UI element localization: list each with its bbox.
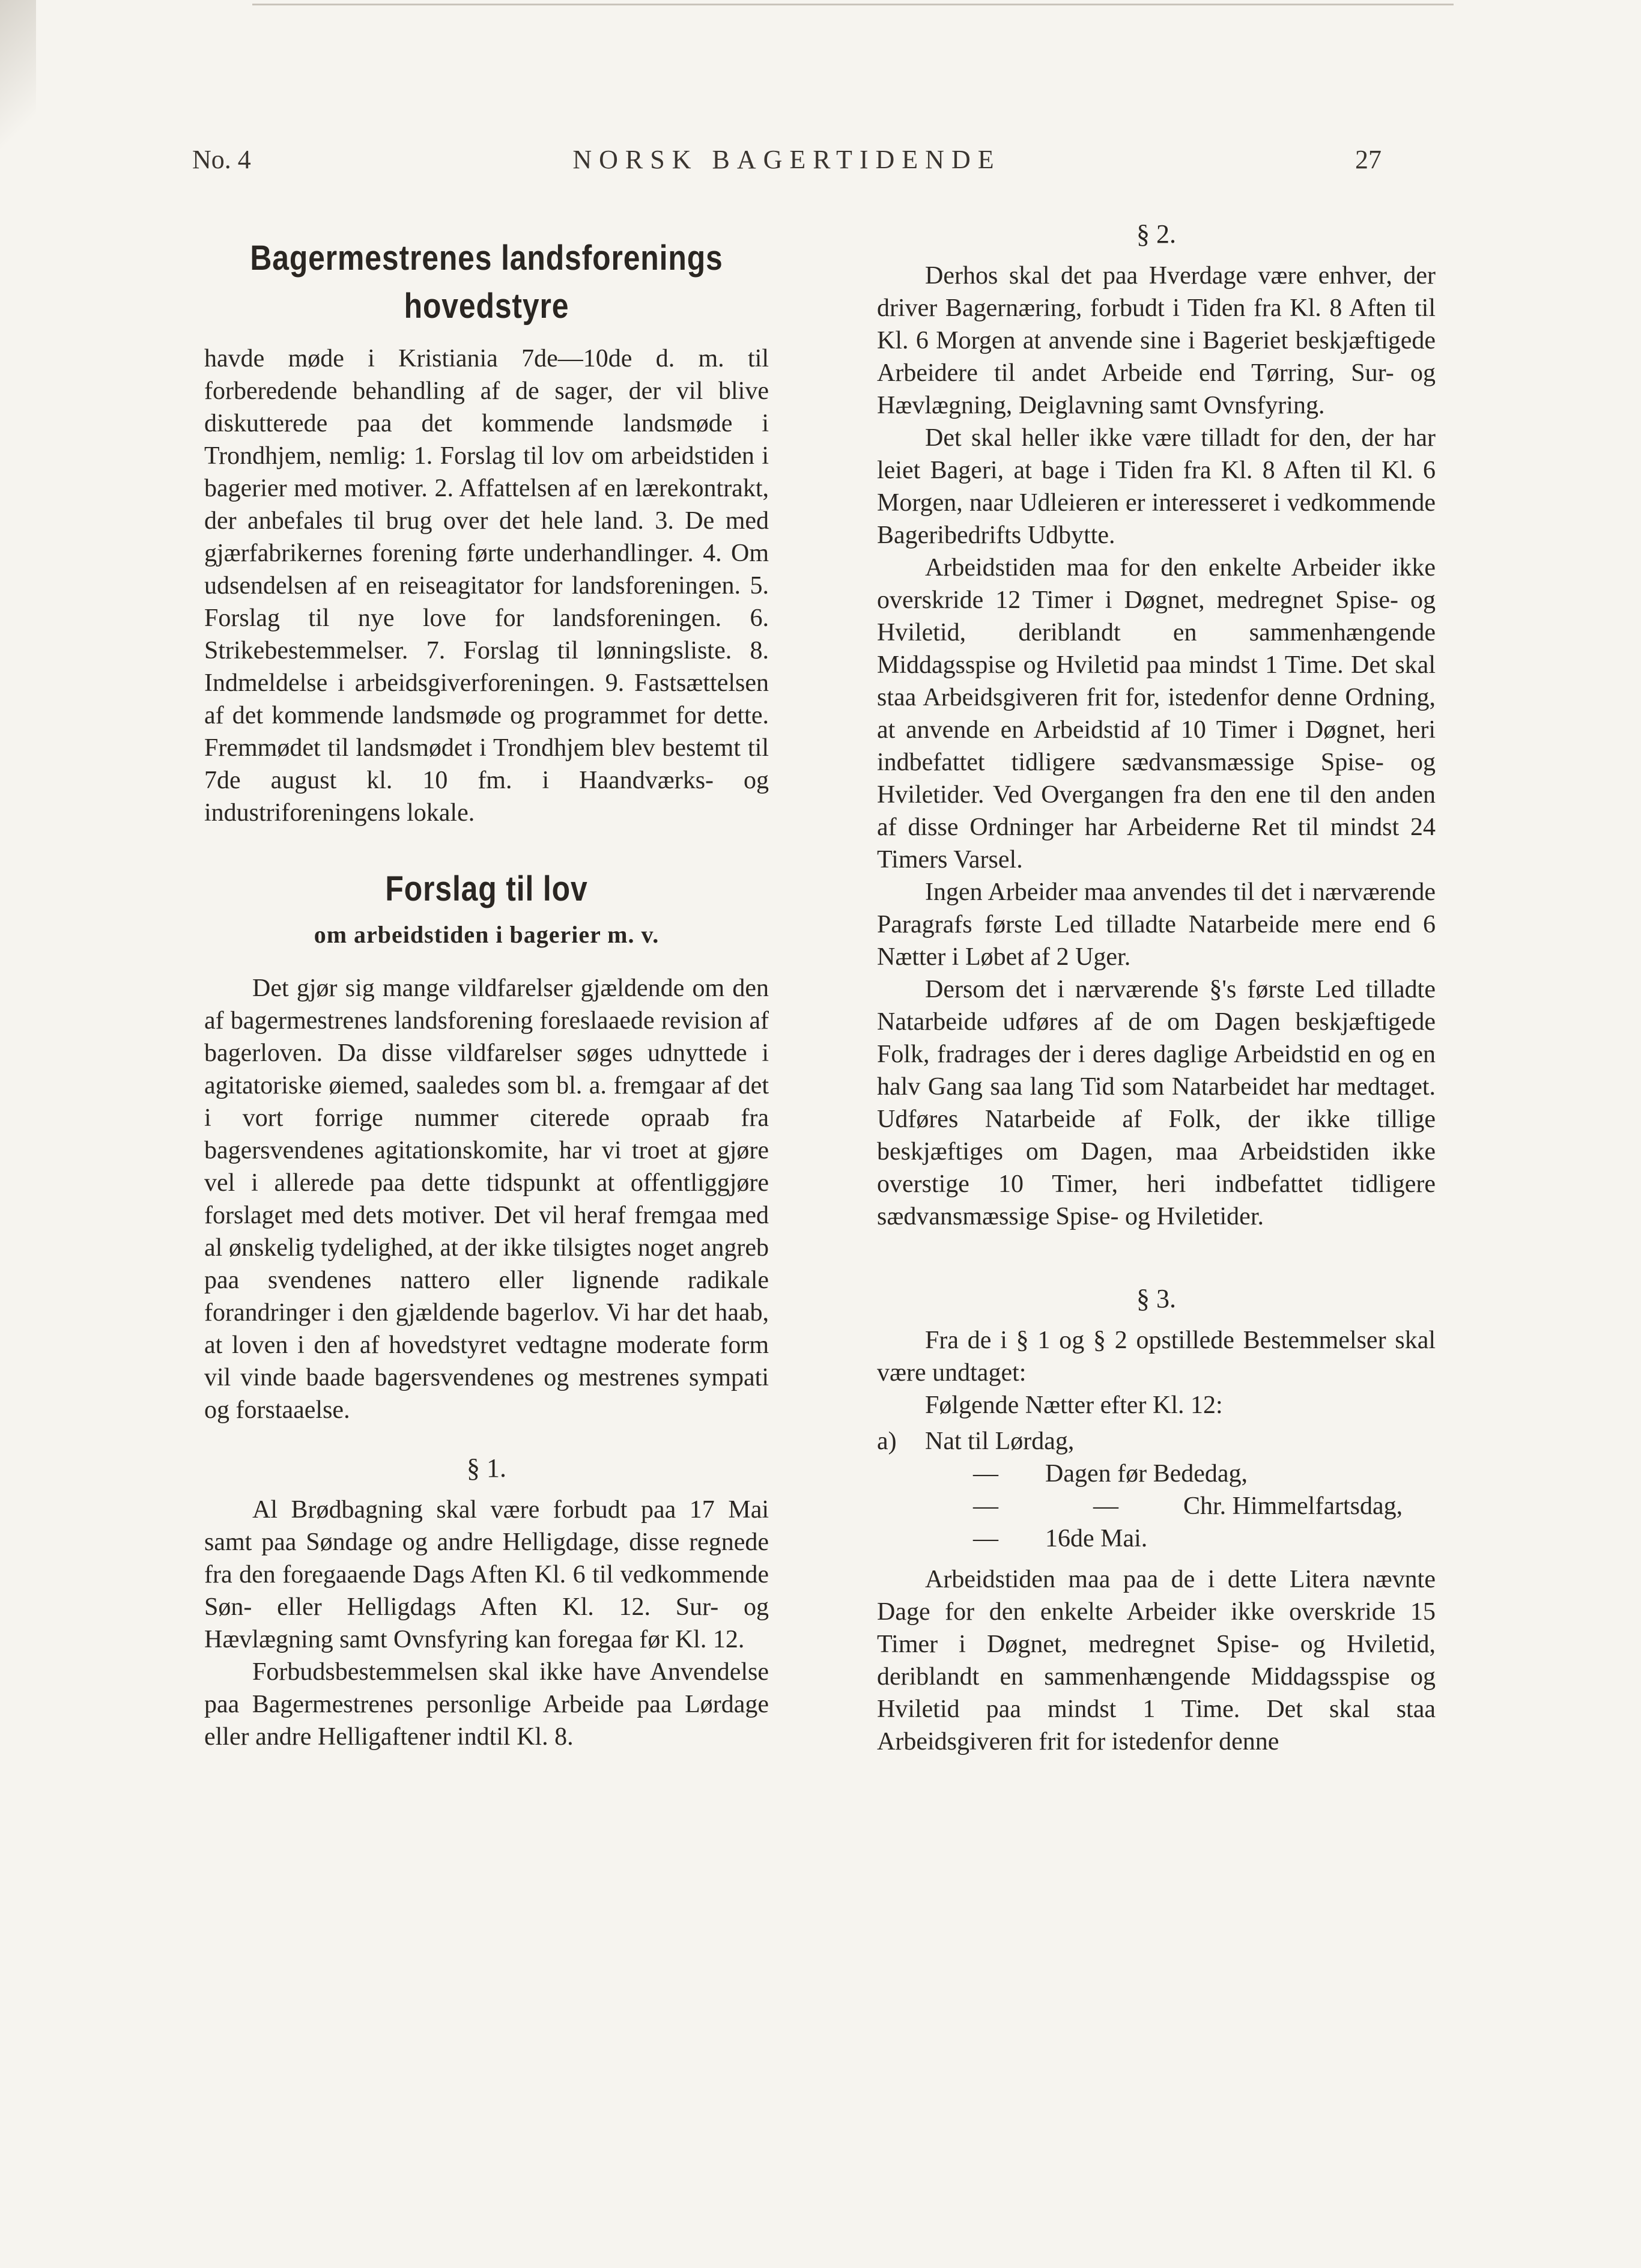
paragraph-mark-3: § 3. xyxy=(1136,1284,1176,1313)
article-body: Det gjør sig mange vildfarelser gjældende om den af bagermestrenes landsforening foreslaaede revision af bagerloven. Da disse vildfarelser søges udnyttede i agitatoriske øiemed, saaledes som bl. a. fremgaar af det i vort forrige nummer citerede opraab fra bagersvendenes agitationskomite, har vi troet at gjøre vel i allerede paa dette tidspunkt at offentliggjøre forslaget med dets motiver. Det vil heraf fremgaa med al ønskelig tydelighed, at der ikke tilsigtes noget angreb paa svendenes nattero eller lignende radikale forandringer i den gjældende bagerlov. Vi har det haab, at loven i den af hovedstyret vedtagne moderate form vil vinde baade bagersvendenes og mestrenes sympati og forstaaelse. xyxy=(204,974,769,1424)
left-column xyxy=(204,216,769,1753)
list-item xyxy=(877,1425,1436,1458)
top-rule xyxy=(252,4,1454,5)
list-label: a) xyxy=(877,1427,897,1455)
right-column xyxy=(877,216,1436,1758)
spacer xyxy=(877,1233,1436,1257)
list-item xyxy=(925,1490,1436,1522)
article-heading: Bagermestrenes landsforenings hovedstyre xyxy=(250,239,723,326)
exception-list xyxy=(877,1425,1436,1555)
list-item-text: 16de Mai. xyxy=(1045,1525,1148,1552)
list-item-text: Dagen før Bededag, xyxy=(1045,1460,1248,1488)
ditto-dash: — xyxy=(973,1525,998,1552)
list-item-text: Nat til Lørdag, xyxy=(925,1427,1075,1455)
section-subheading: om arbeidstiden i bagerier m. v. xyxy=(314,921,660,948)
ditto-dash: — xyxy=(973,1460,998,1488)
article-intro: havde møde i Kristiania 7de—10de d. m. til forberedende behandling af de sager, der vil blive diskutterede paa det kommende landsmøde i Trondhjem, nemlig: 1. Forslag til lov om arbeidstiden i bagerier med motiver. 2. Affattelsen af en lærekontrakt, der anbefales til brug over det hele land. 3. De med gjærfabrikernes forening førte underhandlinger. 4. Om udsendelsen af en reiseagitator for landsforeningen. 5. Forslag til nye love for landsforeningen. 6. Strikebestemmelser. 7. Forslag til lønningsliste. 8. Indmeldelse i arbeidsgiverforeningen. 9. Fastsættelsen af det kommende landsmøde og programmet for dette. Fremmødet til landsmødet i Trondhjem blev bestemt til 7de august kl. 10 fm. i Haandværks- og industriforeningens lokale. xyxy=(204,345,769,827)
paragraph-3-text-3: Arbeidstiden maa paa de i dette Litera nævnte Dage for den enkelte Arbeider ikke overskride 15 Timer i Døgnet, medregnet Spise- og Hviletid, deriblandt en sammenhængende Middagsspise og Hviletid paa mindst 1 Time. Det skal staa Arbeidsgiveren frit for istedenfor denne xyxy=(877,1566,1436,1756)
paragraph-3-text-2: Følgende Nætter efter Kl. 12: xyxy=(925,1391,1223,1419)
paragraph-2-text-1: Derhos skal det paa Hverdage være enhver, der driver Bagernæring, forbudt i Tiden fra Kl. 8 Aften til Kl. 6 Morgen at anvende sine i Bageriet beskjæftigede Arbeidere til andet Arbeide end Tørring, Sur- og Hævlægning, Deiglavning samt Ovnsfyring. xyxy=(877,262,1436,419)
ditto-dash: — xyxy=(1093,1492,1118,1520)
list-item xyxy=(925,1458,1436,1490)
paragraph-3-text-1: Fra de i § 1 og § 2 opstillede Bestemmelser skal være undtaget: xyxy=(877,1327,1436,1387)
paragraph-2-text-3: Arbeidstiden maa for den enkelte Arbeider ikke overskride 12 Timer i Døgnet, medregnet Spise- og Hviletid, deriblandt en sammenhængende Middagsspise og Hviletid paa mindst 1 Time. Det skal staa Arbeidsgiveren frit for, istedenfor denne Ordning, at anvende en Arbeidstid af 10 Timer i Døgnet, heri indbefattet tidligere sædvansmæssige Spise- og Hviletider. Ved Overgangen fra den ene til den anden af disse Ordninger har Arbeiderne Ret til mindst 24 Timers Varsel. xyxy=(877,554,1436,874)
paragraph-mark-1: § 1. xyxy=(467,1453,506,1483)
paragraph-mark-2: § 2. xyxy=(1136,219,1176,249)
ditto-dash: — xyxy=(973,1492,998,1520)
page-edge-shadow xyxy=(0,0,36,180)
paragraph-1-text: Al Brødbagning skal være forbudt paa 17 Mai samt paa Søndage og andre Helligdage, disse regnede fra den foregaaende Dags Aften Kl. 6 til vedkommende Søn- eller Helligdags Aften Kl. 12. Sur- og Hævlægning samt Ovnsfyring kan foregaa før Kl. 12. xyxy=(204,1496,769,1653)
list-item xyxy=(925,1522,1436,1555)
list-item-text: Chr. Himmelfartsdag, xyxy=(1183,1492,1403,1520)
issue-number: No. 4 xyxy=(192,145,251,174)
paragraph-2-text-4: Ingen Arbeider maa anvendes til det i nærværende Paragrafs første Led tilladte Natarbeide mere end 6 Nætter i Løbet af 2 Uger. xyxy=(877,878,1436,971)
paragraph-1-text-2: Forbudsbestemmelsen skal ikke have Anvendelse paa Bagermestrenes personlige Arbeide paa Lørdage eller andre Helligaftener indtil Kl. 8. xyxy=(204,1658,769,1751)
section-heading: Forslag til lov xyxy=(385,869,588,908)
publication-title: NORSK BAGERTIDENDE xyxy=(572,145,1001,174)
page-number: 27 xyxy=(1355,145,1382,174)
page-header xyxy=(192,144,1382,186)
paragraph-2-text-5: Dersom det i nærværende §'s første Led tilladte Natarbeide udføres af de om Dagen beskjæftigede Folk, fradrages der i deres daglige Arbeidstid en og en halv Gang saa lang Tid som Natarbeidet har medtaget. Udføres Natarbeide af Folk, der ikke tillige beskjæftiges om Dagen, maa Arbeidstiden ikke overstige 10 Timer, heri indbefattet tidligere sædvansmæssige Spise- og Hviletider. xyxy=(877,976,1436,1230)
paragraph-2-text-2: Det skal heller ikke være tilladt for den, der har leiet Bageri, at bage i Tiden fra Kl. 8 Aften til Kl. 6 Morgen, naar Udleieren er interesseret i vedkommende Bageribedrifts Udbytte. xyxy=(877,424,1436,549)
